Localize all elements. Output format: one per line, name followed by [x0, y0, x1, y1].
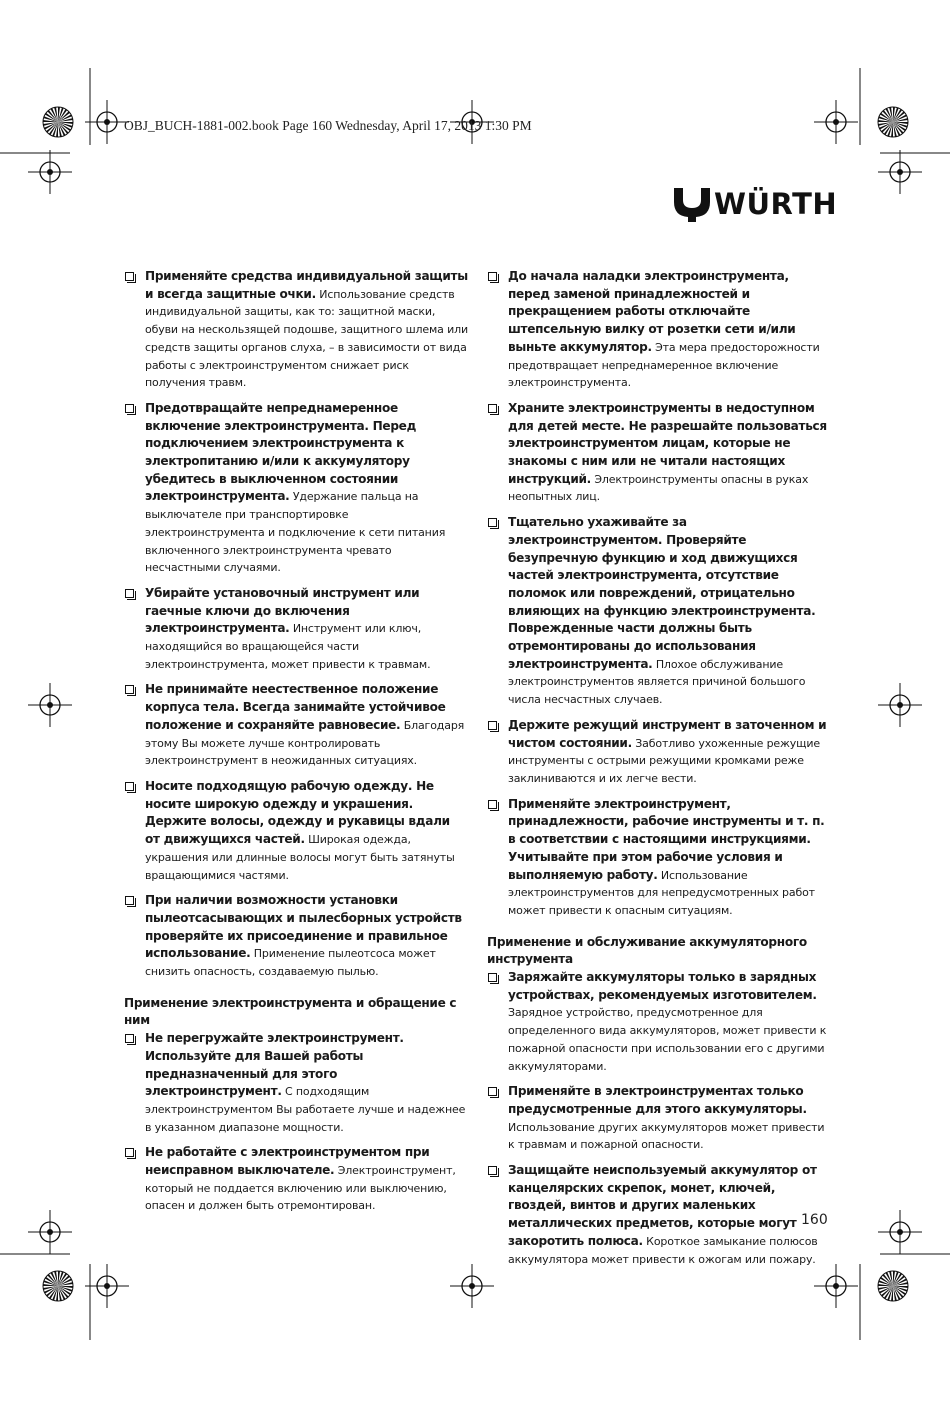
page-number: 160: [801, 1212, 828, 1228]
item-body-text: Использование средств индивидуальной защиты, как то: защитной маски, обуви на нескользящей подошве, защитного шлема или средств защиты органов слуха, – в зависимости от вида работы с электроинструментом снижает риск получения травм.: [145, 287, 468, 390]
item-bold-text: Заряжайте аккумуляторы только в зарядных устройствах, рекомендуемых изготовителем.: [508, 970, 817, 1002]
list-item: [124, 400, 468, 577]
right-column: [487, 268, 831, 1276]
item-body-text: Использование электроинструментов для непредусмотренных работ может привести к опасным ситуациям.: [508, 868, 815, 917]
item-bold-text: До начала наладки электроинструмента, перед заменой принадлежностей и прекращением работы отключайте штепсельную вилку от розетки сети и/или выньте аккумулятор.: [508, 269, 796, 354]
item-body-text: Использование других аккумуляторов может привести к травмам и пожарной опасности.: [508, 1120, 825, 1152]
item-bold-text: Храните электроинструменты в недоступном для детей месте. Не разрешайте пользоваться электроинструментом лицам, которые не знакомы с ним или не читали настоящих инструкций.: [508, 400, 827, 486]
section-title-tool-use: Применение электроинструмента и обращение с ним: [124, 995, 457, 1028]
wurth-wordmark: WÜRTH: [714, 186, 838, 221]
item-bold-text: Применяйте средства индивидуальной защиты и всегда защитные очки.: [145, 269, 468, 301]
item-body-text: Применение пылеотсоса может снизить опасность, создаваемую пылью.: [145, 947, 436, 979]
list-item: [124, 1030, 468, 1136]
item-bold-text: Применяйте в электроинструментах только предусмотренные для этого аккумуляторы.: [508, 1084, 807, 1116]
list-item: [487, 400, 831, 506]
item-body-text: Заботливо ухоженные режущие инструменты с острыми режущими кромками реже заклиниваются и их легче вести.: [508, 736, 820, 785]
list-item: [487, 796, 831, 920]
crosshair-dot: [897, 702, 903, 708]
checkbox-bullet-icon: [488, 1166, 497, 1175]
list-item: [487, 969, 831, 1075]
item-bold-text: При наличии возможности установки пылеотсасывающих и пылесборных устройств проверяйте их присоединение и правильное использование.: [145, 893, 462, 961]
item-body-text: Электроинструменты опасны в руках неопытных лиц.: [508, 472, 809, 504]
checkbox-bullet-icon: [488, 518, 497, 527]
crosshair-dot: [104, 1283, 110, 1289]
list-item: [124, 892, 468, 981]
left-safety-list: [124, 268, 468, 981]
checkbox-bullet-icon: [125, 685, 134, 694]
list-item: [487, 514, 831, 709]
checkbox-bullet-icon: [488, 404, 497, 413]
checkbox-bullet-icon: [488, 800, 497, 809]
item-body-text: Плохое обслуживание электроинструментов является причиной большого числа несчастных случаев.: [508, 657, 806, 707]
checkbox-bullet-icon: [125, 272, 134, 281]
item-bold-text: Защищайте неиспользуемый аккумулятор от канцелярских скрепок, монет, ключей, гвоздей, винтов и других маленьких металлических предметов, которые могут закоротить полюса.: [508, 1163, 817, 1248]
item-bold-text: Тщательно ухаживайте за электроинструментом. Проверяйте безупречную функцию и ход движущихся частей электроинструмента, отсутствие поломок или повреждений, отрицательно влияющих на функцию электроинструмента. Поврежденные части должны быть отремонтированы до использования электроинструмента.: [508, 515, 816, 671]
item-body-text: Короткое замыкание полюсов аккумулятора может привести к ожогам или пожару.: [508, 1234, 818, 1266]
crosshair-dot: [897, 1229, 903, 1235]
right-safety-list: [487, 268, 831, 920]
item-bold-text: Применяйте электроинструмент, принадлежности, рабочие инструменты и т. п. в соответствии с настоящими инструкциями. Учитывайте при этом рабочие условия и выполняемую работу.: [508, 796, 825, 882]
item-bold-text: Убирайте установочный инструмент или гаечные ключи до включения электроинструмента.: [145, 585, 420, 636]
item-body-text: Зарядное устройство, предусмотренное для определенного вида аккумуляторов, может привести к пожарной опасности при использовании его с другими аккумуляторами.: [508, 1006, 827, 1073]
list-item: [487, 268, 831, 392]
print-header: OBJ_BUCH-1881-002.book Page 160 Wednesday, April 17, 2013 1:30 PM: [124, 118, 532, 133]
crosshair-dot: [833, 1283, 839, 1289]
item-bold-text: Не перегружайте электроинструмент. Используйте для Вашей работы предназначенный для этого электроинструмент.: [145, 1031, 404, 1099]
item-body-text: Широкая одежда, украшения или длинные волосы могут быть затянуты вращающимися частями.: [145, 833, 455, 882]
battery-tool-list: [487, 969, 831, 1268]
checkbox-bullet-icon: [488, 973, 497, 982]
checkbox-bullet-icon: [488, 272, 497, 281]
item-bold-text: Не работайте с электроинструментом при неисправном выключателе.: [145, 1145, 430, 1178]
section-title-battery-tool: Применение и обслуживание аккумуляторного инструмента: [487, 934, 807, 967]
list-item: [487, 1162, 831, 1268]
item-bold-text: Носите подходящую рабочую одежду. Не носите широкую одежду и украшения. Держите волосы, одежду и рукавицы вдали от движущихся частей.: [145, 778, 450, 847]
item-bold-text: Держите режущий инструмент в заточенном и чистом состоянии.: [508, 717, 827, 750]
list-item: [487, 717, 831, 788]
item-bold-text: Не принимайте неестественное положение корпуса тела. Всегда занимайте устойчивое положение и сохраняйте равновесие.: [145, 682, 446, 732]
list-item: [124, 1144, 468, 1215]
item-bold-text: Предотвращайте непреднамеренное включение электроинструмента. Перед подключением электроинструмента к электропитанию и/или к аккумулятору убедитесь в выключенном состоянии электроинструмента.: [145, 400, 417, 504]
checkbox-bullet-icon: [125, 896, 134, 905]
list-item: [124, 268, 468, 392]
item-body-text: Инструмент или ключ, находящийся во вращающейся части электроинструмента, может привести к травмам.: [145, 622, 431, 671]
checkbox-bullet-icon: [125, 589, 134, 598]
checkbox-bullet-icon: [125, 782, 134, 791]
item-body-text: Эта мера предосторожности предотвращает непреднамеренное включение электроинструмента.: [508, 340, 820, 390]
item-body-text: Удержание пальца на выключателе при транспортировке электроинструмента и подключение к сети питания включенного электроинструмента чревато несчастными случаями.: [145, 490, 446, 575]
item-body-text: С подходящим электроинструментом Вы работаете лучше и надежнее в указанном диапазоне мощности.: [145, 1085, 466, 1134]
list-item: [124, 681, 468, 770]
list-item: [124, 585, 468, 674]
checkbox-bullet-icon: [125, 404, 134, 413]
wurth-logo: [674, 186, 837, 222]
crosshair-dot: [897, 169, 903, 175]
checkbox-bullet-icon: [488, 1087, 497, 1096]
tool-use-list: [124, 1030, 468, 1215]
crosshair-dot: [469, 1283, 475, 1289]
list-item: [124, 778, 468, 884]
checkbox-bullet-icon: [125, 1034, 134, 1043]
crosshair-dot: [104, 119, 110, 125]
crosshair-dot: [47, 702, 53, 708]
left-column: [124, 268, 468, 1223]
wurth-logo-mark-icon: [674, 186, 710, 222]
item-body-text: Электроинструмент, который не поддается включению или выключению, опасен и должен быть отремонтирован.: [145, 1164, 456, 1213]
checkbox-bullet-icon: [488, 721, 497, 730]
list-item: [487, 1083, 831, 1154]
checkbox-bullet-icon: [125, 1148, 134, 1157]
crosshair-dot: [47, 169, 53, 175]
item-body-text: Благодаря этому Вы можете лучше контролировать электроинструмент в неожиданных ситуациях.: [145, 718, 465, 768]
crosshair-dot: [47, 1229, 53, 1235]
crosshair-dot: [833, 119, 839, 125]
